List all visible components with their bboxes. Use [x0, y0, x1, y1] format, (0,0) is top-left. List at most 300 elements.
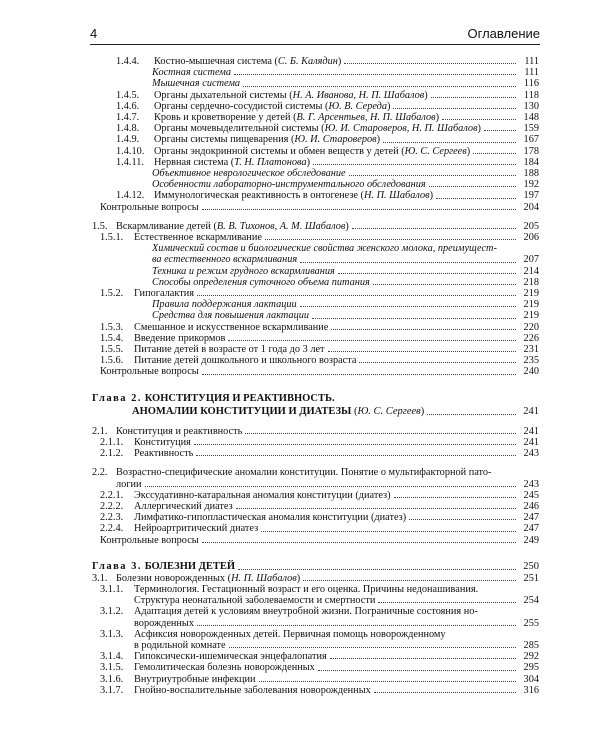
toc-line: [92, 67, 539, 78]
page-ref: 207: [523, 254, 539, 266]
page-ref: 246: [523, 500, 539, 512]
toc-entry[interactable]: [92, 606, 539, 628]
toc-line-text: [100, 512, 407, 524]
page-ref: 218: [523, 276, 539, 288]
section-title: Вскармливание детей (: [116, 220, 217, 232]
toc-entry[interactable]: [92, 190, 539, 201]
section-title: Конституция: [134, 436, 191, 448]
dot-leader: [393, 108, 516, 109]
toc-line-text: [92, 572, 301, 584]
toc-line-text: [100, 583, 479, 595]
page-ref: 197: [523, 190, 539, 202]
toc-line-text: [152, 78, 240, 89]
chapter-title-cont: АНОМАЛИИ КОНСТИТУЦИИ И ДИАТЕЗЫ: [132, 405, 352, 417]
page-ref: 116: [523, 78, 539, 90]
toc-entry[interactable]: [92, 629, 539, 651]
dot-leader: [300, 306, 516, 307]
author-name: Ю. С. Сергеев: [357, 405, 421, 417]
toc-line: [92, 134, 539, 145]
dot-leader: [303, 580, 516, 581]
section-title-cont: в родильной комнате: [134, 639, 226, 651]
dot-leader: [378, 602, 516, 603]
toc-line-text: [152, 266, 335, 277]
toc-line: [92, 78, 539, 89]
toc-entry[interactable]: [92, 243, 539, 265]
toc-line: [92, 573, 539, 584]
toc-line: [92, 448, 539, 459]
toc-line: [92, 299, 539, 310]
toc-entry[interactable]: [92, 157, 539, 168]
toc-line: [92, 366, 539, 377]
dot-leader: [338, 273, 516, 274]
toc-line-text: [116, 190, 434, 202]
spacer: [92, 418, 539, 426]
toc-entry[interactable]: [92, 78, 539, 89]
toc-line: [92, 685, 539, 696]
dot-leader: [202, 374, 516, 375]
dot-leader: [427, 414, 516, 415]
page-ref: 241: [523, 405, 539, 417]
section-number: 3.1.3.: [100, 628, 124, 640]
toc-line: [92, 56, 539, 67]
page-ref: 184: [523, 156, 539, 168]
chapter-line: [92, 392, 539, 405]
dot-leader: [394, 497, 516, 498]
toc-entry[interactable]: [92, 333, 539, 344]
chapter-label: Глава 3.: [92, 560, 143, 572]
section-title: Средства для повышения лактации: [152, 310, 310, 322]
running-title: Оглавление: [467, 26, 540, 41]
paren-close: ): [424, 89, 428, 101]
section-title: Способы определения суточного объема питания: [152, 276, 370, 288]
section-title: Терминология. Гестационный возраст и его оценка. Причины недонашивания.: [134, 583, 479, 595]
paren-close: ): [306, 156, 310, 168]
toc-line-text: [100, 355, 357, 367]
page-ref: 254: [523, 595, 539, 607]
toc-entry[interactable]: [92, 310, 539, 321]
toc-entry[interactable]: [92, 467, 539, 489]
toc-line: [92, 266, 539, 277]
section-title: Органы системы пищеварения (: [154, 134, 295, 146]
dot-leader: [229, 647, 516, 648]
section-title: Органы эндокринной системы и обмен веществ у детей (: [154, 145, 405, 157]
section-number: 3.1.1.: [100, 583, 124, 595]
toc-line: [92, 501, 539, 512]
section-title: Конституция и реактивность: [116, 425, 243, 437]
section-number: 1.4.5.: [116, 89, 140, 101]
section-title: Техника и режим грудного вскармливания: [152, 265, 335, 277]
toc-line-text: [152, 243, 497, 254]
dot-leader: [236, 508, 516, 509]
toc-line-text: [100, 684, 371, 696]
chapter-line: [92, 560, 539, 573]
toc-line-text: [100, 651, 327, 663]
chapter-title: КОНСТИТУЦИЯ И РЕАКТИВНОСТЬ.: [144, 392, 335, 404]
toc-entry[interactable]: [92, 366, 539, 377]
dot-leader: [194, 444, 516, 445]
author-name: Ю. И. Староверов: [294, 134, 377, 146]
paren-close: ): [477, 123, 481, 135]
section-title: Гипоксически-ишемическая энцефалопатия: [134, 651, 327, 663]
toc-line: [92, 168, 539, 179]
section-title: Контрольные вопросы: [100, 201, 199, 213]
toc-line-text: [100, 448, 194, 460]
page-ref: 167: [523, 134, 539, 146]
toc-entry[interactable]: [92, 674, 539, 685]
dot-leader: [197, 295, 516, 296]
toc-line: [92, 674, 539, 685]
toc-entry[interactable]: [92, 202, 539, 213]
dot-leader: [352, 228, 516, 229]
page-ref: 188: [523, 168, 539, 180]
section-number: 1.5.5.: [100, 344, 124, 356]
toc-line-text: [100, 366, 199, 377]
section-title: Питание детей в возрасте от 1 года до 3 лет: [134, 344, 325, 356]
page-header: [90, 26, 540, 45]
spacer: [92, 459, 539, 467]
section-number: 1.4.6.: [116, 100, 140, 112]
toc-entry[interactable]: [92, 67, 539, 78]
toc-entry[interactable]: [92, 179, 539, 190]
paren-close: ): [429, 190, 434, 202]
toc-line: [92, 277, 539, 288]
toc-line: [92, 190, 539, 201]
toc-line-text: [152, 277, 370, 288]
toc-line: [92, 179, 539, 190]
toc-entry[interactable]: [92, 512, 539, 523]
toc-line: [92, 437, 539, 448]
dot-leader: [265, 239, 516, 240]
toc-line: [92, 512, 539, 523]
toc-line: [92, 157, 539, 168]
toc-line-text: [100, 535, 199, 546]
page-ref: 243: [523, 448, 539, 460]
toc-line-text: [92, 220, 349, 232]
page-ref: 255: [523, 617, 539, 629]
author-name: Н. П. Шабалов: [364, 190, 430, 202]
dot-leader: [202, 542, 516, 543]
chapter-text: [92, 560, 235, 573]
author-name: Т. Н. Платонова: [234, 156, 307, 168]
dot-leader: [484, 130, 516, 131]
dot-leader: [409, 519, 516, 520]
page-ref: 204: [523, 201, 539, 213]
toc-entry[interactable]: [92, 146, 539, 157]
chapter-text: [92, 392, 335, 405]
dot-leader: [344, 63, 516, 64]
paren-close: ): [466, 145, 471, 157]
toc-line-text: [100, 606, 478, 618]
toc-entry[interactable]: [92, 56, 539, 67]
toc-line: [92, 479, 539, 490]
dot-leader: [245, 433, 516, 434]
toc-line: [92, 101, 539, 112]
toc-line-text: [134, 618, 194, 629]
chapter-heading[interactable]: [92, 392, 539, 418]
chapter-text: [132, 405, 424, 418]
section-number: 2.2.: [92, 467, 108, 479]
dot-leader: [383, 142, 516, 143]
toc-entry[interactable]: [92, 523, 539, 534]
toc-line-text: [100, 232, 262, 244]
section-number: 1.4.11.: [116, 156, 144, 168]
author-name: В. В. Тихонов, А. М. Шабалов: [216, 220, 346, 232]
chapter-label: Глава 2.: [92, 392, 143, 404]
toc-entry[interactable]: [92, 322, 539, 333]
section-number: 1.5.3.: [100, 321, 124, 333]
toc-entry[interactable]: [92, 355, 539, 366]
dot-leader: [312, 318, 516, 319]
section-number: 1.5.6.: [100, 355, 124, 367]
page-ref: 249: [523, 534, 539, 546]
spacer: [92, 546, 539, 560]
dot-leader: [243, 86, 516, 87]
toc-line: [92, 584, 539, 595]
spacer: [92, 378, 539, 392]
dot-leader: [197, 625, 516, 626]
section-title: Внутриутробные инфекции: [134, 673, 256, 685]
paren-close: ): [376, 134, 381, 146]
toc-entry[interactable]: [92, 573, 539, 584]
section-number: 1.4.8.: [116, 123, 140, 135]
toc-line: [92, 333, 539, 344]
toc-line-text: [116, 56, 342, 67]
toc-line-text: [152, 310, 309, 321]
section-title: Объективное неврологическое обследование: [152, 168, 346, 180]
page-ref: 111: [524, 67, 539, 79]
page-ref: 243: [523, 478, 539, 490]
toc-line: [92, 662, 539, 673]
section-number: 1.5.1.: [100, 232, 124, 244]
section-number: 1.4.10.: [116, 145, 145, 157]
dot-leader: [436, 198, 516, 199]
section-title: Адаптация детей к условиям внеутробной жизни. Пограничные состояния но-: [134, 606, 478, 618]
dot-leader: [330, 658, 516, 659]
toc-entry[interactable]: [92, 232, 539, 243]
page-ref: 295: [523, 662, 539, 674]
page-ref: 250: [523, 560, 539, 572]
toc-line: [92, 651, 539, 662]
toc-line-text: [100, 489, 391, 501]
toc-line: [92, 243, 539, 254]
toc-entry[interactable]: [92, 168, 539, 179]
toc-line: [92, 254, 539, 265]
toc-line-text: [100, 202, 199, 213]
toc-entry[interactable]: [92, 112, 539, 123]
page-ref: 206: [523, 232, 539, 244]
toc-line: [92, 146, 539, 157]
section-title: Контрольные вопросы: [100, 534, 199, 546]
paren-close: ): [345, 220, 349, 232]
toc-line-text: [100, 321, 329, 333]
page-ref: 247: [523, 512, 539, 524]
toc-entry[interactable]: [92, 299, 539, 310]
paren-close: ): [435, 112, 440, 124]
page-ref: 251: [523, 572, 539, 584]
toc-entry[interactable]: [92, 134, 539, 145]
toc-entry[interactable]: [92, 662, 539, 673]
toc-entry[interactable]: [92, 535, 539, 546]
page-number: 4: [90, 26, 98, 41]
dot-leader: [313, 164, 516, 165]
page-ref: 241: [523, 425, 539, 437]
dot-leader: [202, 209, 516, 210]
dot-leader: [318, 670, 516, 671]
section-title: Гемолитическая болезнь новорожденных: [134, 662, 315, 674]
section-title: Иммунологическая реактивность в онтогенезе (: [154, 190, 364, 202]
toc-entry[interactable]: [92, 101, 539, 112]
toc-entry[interactable]: [92, 501, 539, 512]
toc-line-text: [152, 299, 297, 310]
page-ref: 214: [523, 265, 539, 277]
dot-leader: [373, 284, 516, 285]
toc-line-text: [100, 436, 191, 448]
section-title: Гипогалактия: [134, 288, 194, 300]
chapter-heading[interactable]: [92, 560, 539, 573]
toc-line-text: [100, 662, 315, 674]
page-ref: 235: [523, 355, 539, 367]
page-ref: 130: [523, 100, 539, 112]
toc-line: [92, 629, 539, 640]
author-name: Ю. И. Староверов, Н. П. Шабалов: [324, 123, 478, 135]
author-name: В. Г. Арсентьев, Н. П. Шабалов: [296, 112, 436, 124]
dot-leader: [228, 340, 516, 341]
page-ref: 220: [523, 321, 539, 333]
spacer: [92, 213, 539, 221]
author-name: Н. А. Иванова, Н. П. Шабалов: [292, 89, 425, 101]
dot-leader: [473, 153, 516, 154]
section-title: Костная система: [152, 67, 231, 79]
toc-entry[interactable]: [92, 584, 539, 606]
toc-line: [92, 202, 539, 213]
dot-leader: [349, 175, 516, 176]
page-ref: 205: [523, 220, 539, 232]
toc-line-text: [134, 640, 226, 651]
toc-entry[interactable]: [92, 221, 539, 232]
section-title: Реактивность: [134, 448, 194, 460]
section-title: Возрастно-специфические аномалии конституции. Понятие о мультифакторной пато-: [116, 467, 492, 479]
section-title: Введение прикормов: [134, 332, 226, 344]
dot-leader: [145, 486, 516, 487]
toc-line: [92, 618, 539, 629]
toc-line: [92, 112, 539, 123]
paren-close: ): [337, 56, 342, 67]
author: (Ю. С. Сергеев): [351, 405, 425, 417]
toc-line-text: [152, 179, 426, 190]
page-ref: 159: [523, 123, 539, 135]
section-title-cont: Структура неонатальной заболеваемости и смертности: [134, 595, 376, 607]
toc-entry[interactable]: [92, 344, 539, 355]
section-number: 1.5.2.: [100, 288, 124, 300]
dot-leader: [238, 569, 516, 570]
dot-leader: [429, 186, 516, 187]
dot-leader: [431, 97, 516, 98]
section-title: Питание детей дошкольного и школьного возраста: [134, 355, 357, 367]
section-number: 1.5.: [92, 220, 108, 232]
page-ref: 231: [523, 344, 539, 356]
toc-entry[interactable]: [92, 685, 539, 696]
section-number: 1.4.12.: [116, 190, 145, 202]
toc-entry[interactable]: [92, 266, 539, 277]
toc-line-text: [100, 500, 233, 512]
section-number: 2.2.4.: [100, 523, 124, 535]
toc-line-text: [116, 112, 440, 124]
section-title: Органы сердечно-сосудистой системы (: [154, 100, 329, 112]
section-title: Гнойно-воспалительные заболевания новорожденных: [134, 684, 371, 696]
section-number: 1.4.9.: [116, 134, 140, 146]
toc-line: [92, 595, 539, 606]
page-ref: 226: [523, 332, 539, 344]
toc-line-text: [92, 467, 492, 479]
toc-entry[interactable]: [92, 437, 539, 448]
toc-line: [92, 221, 539, 232]
dot-leader: [300, 262, 516, 263]
section-title-cont: ва естественного вскармливания: [152, 254, 298, 266]
toc-entry[interactable]: [92, 288, 539, 299]
section-title: Кровь и кроветворение у детей (: [154, 112, 297, 124]
toc-entry[interactable]: [92, 90, 539, 101]
page-ref: 178: [523, 145, 539, 157]
page-ref: 111: [524, 56, 539, 67]
page-ref: 241: [523, 436, 539, 448]
toc-entry[interactable]: [92, 651, 539, 662]
toc-line-text: [92, 425, 243, 437]
section-number: 2.1.: [92, 425, 108, 437]
section-number: 3.1.4.: [100, 651, 124, 663]
toc-line: [92, 606, 539, 617]
toc-line-text: [116, 100, 391, 112]
toc-entry[interactable]: [92, 490, 539, 501]
section-title: Лимфатико-гипопластическая аномалия конституции (диатез): [134, 512, 407, 524]
toc-line-text: [116, 479, 142, 490]
toc-line: [92, 355, 539, 366]
section-title: Химический состав и биологические свойства женского молока, преимущест-: [152, 243, 497, 255]
toc-entry[interactable]: [92, 123, 539, 134]
dot-leader: [331, 329, 516, 330]
toc-line-text: [100, 673, 256, 685]
page-ref: 219: [523, 288, 539, 300]
toc-line: [92, 426, 539, 437]
section-number: 3.1.2.: [100, 606, 124, 618]
toc-entry[interactable]: [92, 277, 539, 288]
section-title: Болезни новорожденных (: [116, 572, 232, 584]
page-ref: 192: [523, 179, 539, 191]
page-ref: 316: [523, 684, 539, 696]
toc-line: [92, 344, 539, 355]
section-title: Особенности лабораторно-инструментального обследования: [152, 179, 426, 191]
section-title: Правила поддержания лактации: [152, 299, 297, 311]
section-number: 1.4.4.: [116, 56, 140, 67]
section-number: 2.1.1.: [100, 436, 124, 448]
toc-entry[interactable]: [92, 426, 539, 437]
section-title: Асфиксия новорожденных детей. Первичная помощь новорожденному: [134, 628, 446, 640]
page-ref: 219: [523, 299, 539, 311]
section-number: 2.2.1.: [100, 489, 124, 501]
toc-line-text: [100, 332, 226, 344]
chapter-line: [92, 405, 539, 418]
dot-leader: [442, 119, 516, 120]
section-number: 2.2.2.: [100, 500, 124, 512]
toc-line-text: [116, 123, 481, 135]
toc-line-text: [116, 134, 381, 146]
section-title: Естественное вскармливание: [134, 232, 262, 244]
toc-entry[interactable]: [92, 448, 539, 459]
section-title: Мышечная система: [152, 78, 241, 90]
section-title: Нейроартритический диатез: [134, 523, 259, 535]
dot-leader: [234, 74, 516, 75]
toc-line: [92, 232, 539, 243]
section-title: Смешанное и искусственное вскармливание: [134, 321, 329, 333]
